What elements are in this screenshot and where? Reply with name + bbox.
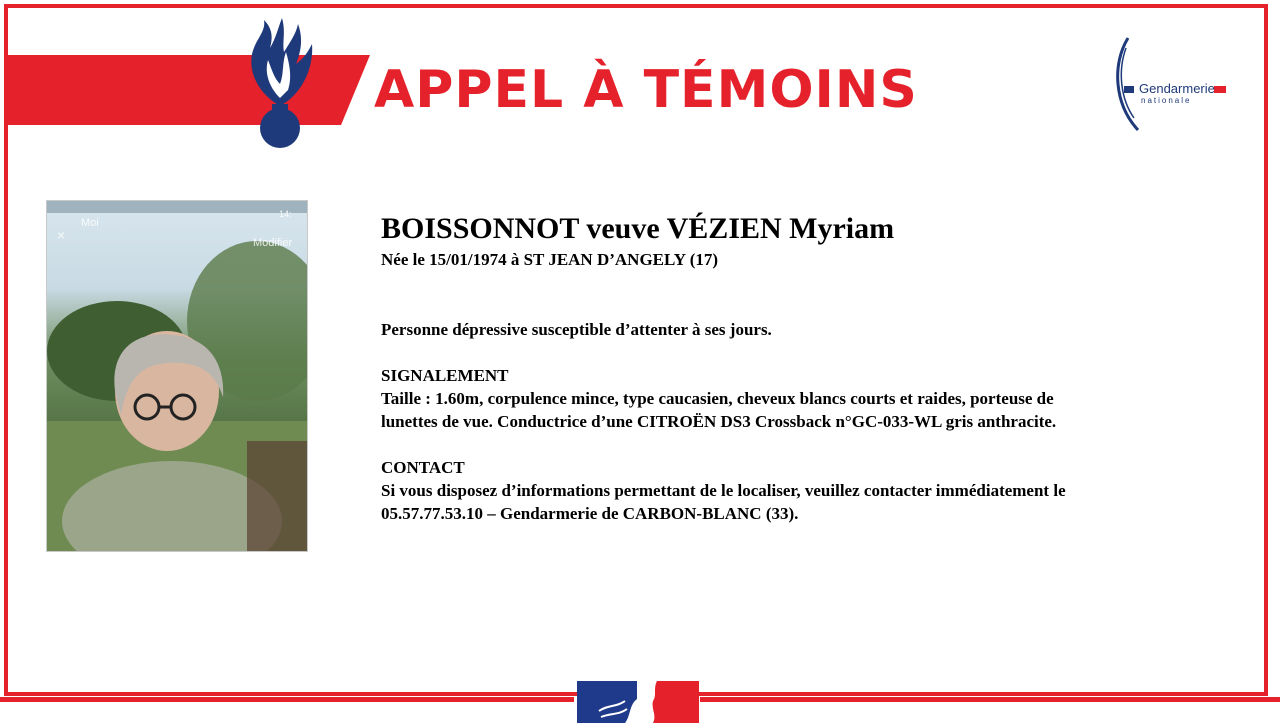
status-time: 14:: [279, 209, 292, 219]
contact-line-1: Si vous disposez d’informations permettant de le localiser, veuillez contacter immédiatement le: [381, 481, 1066, 500]
page-title: APPEL À TÉMOINS: [374, 60, 918, 120]
person-note: Personne dépressive susceptible d’attenter à ses jours.: [381, 320, 772, 339]
logo-text-gendarmerie: Gendarmerie: [1139, 81, 1215, 96]
birth-info: Née le 15/01/1974 à ST JEAN D’ANGELY (17): [381, 250, 719, 269]
person-photo: [46, 200, 308, 552]
bottom-rule-right: [700, 697, 1280, 702]
logo-text-nationale: nationale: [1141, 96, 1192, 105]
contact-line-2: 05.57.77.53.10 – Gendarmerie de CARBON-BLANC (33).: [381, 504, 799, 523]
grenade-flame-icon: [242, 14, 318, 154]
portrait-illustration: [47, 201, 308, 552]
photo-caption-left: Moi: [81, 217, 99, 229]
signalement-line-1: Taille : 1.60m, corpulence mince, type caucasien, cheveux blancs courts et raides, porteuse de: [381, 389, 1054, 408]
photo-caption-right: Modifier: [253, 237, 293, 249]
signalement-line-2: lunettes de vue. Conductrice d’une CITROËN DS3 Crossback n°GC-033-WL gris anthracite.: [381, 412, 1057, 431]
signalement-heading: SIGNALEMENT: [381, 366, 509, 385]
contact-heading: CONTACT: [381, 458, 465, 477]
person-name: BOISSONNOT veuve VÉZIEN Myriam: [381, 212, 895, 245]
republique-francaise-flag-icon: [577, 681, 699, 723]
bottom-rule-left: [0, 697, 574, 702]
close-icon: ×: [57, 227, 66, 243]
